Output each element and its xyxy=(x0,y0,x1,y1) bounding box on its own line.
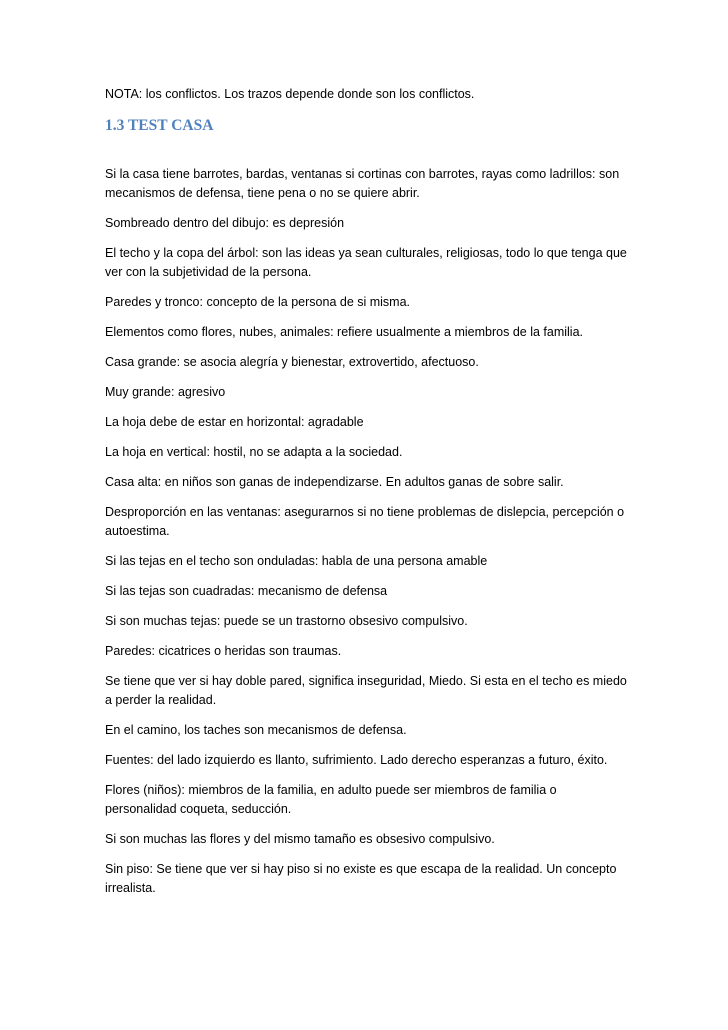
paragraph-doble-pared: Se tiene que ver si hay doble pared, significa inseguridad, Miedo. Si esta en el techo es miedo a perder la realidad. xyxy=(105,674,627,707)
paragraph-hoja-horizontal: La hoja debe de estar en horizontal: agradable xyxy=(105,415,364,429)
paragraph-elementos: Elementos como flores, nubes, animales: refiere usualmente a miembros de la familia. xyxy=(105,325,583,339)
paragraph-sombreado: Sombreado dentro del dibujo: es depresión xyxy=(105,216,345,230)
paragraph-casa-grande: Casa grande: se asocia alegría y bienestar, extrovertido, afectuoso. xyxy=(105,355,479,369)
note-text: NOTA: los conflictos. Los trazos depende donde son los conflictos. xyxy=(105,87,475,101)
paragraph-camino: En el camino, los taches son mecanismos de defensa. xyxy=(105,723,407,737)
paragraph-paredes-tronco: Paredes y tronco: concepto de la persona de si misma. xyxy=(105,295,411,309)
document-body xyxy=(105,85,630,909)
paragraph-casa-alta: Casa alta: en niños son ganas de independizarse. En adultos ganas de sobre salir. xyxy=(105,475,564,489)
paragraph-muchas-tejas: Si son muchas tejas: puede se un trastorno obsesivo compulsivo. xyxy=(105,614,468,628)
paragraph-muy-grande: Muy grande: agresivo xyxy=(105,385,226,399)
paragraph-barrotes: Si la casa tiene barrotes, bardas, ventanas si cortinas con barrotes, rayas como ladrillos: son mecanismos de defensa, tiene pena o no se quiere abrir. xyxy=(105,167,620,200)
paragraph-hoja-vertical: La hoja en vertical: hostil, no se adapta a la sociedad. xyxy=(105,445,403,459)
paragraph-desproporcion: Desproporción en las ventanas: asegurarnos si no tiene problemas de dislepcia, percepción o autoestima. xyxy=(105,505,625,538)
paragraph-tejas-onduladas: Si las tejas en el techo son onduladas: habla de una persona amable xyxy=(105,554,488,568)
paragraph-flores: Flores (niños): miembros de la familia, en adulto puede ser miembros de familia o personalidad coqueta, seducción. xyxy=(105,783,557,816)
paragraph-paredes-cicatrices: Paredes: cicatrices o heridas son traumas. xyxy=(105,644,342,658)
paragraph-muchas-flores: Si son muchas las flores y del mismo tamaño es obsesivo compulsivo. xyxy=(105,832,495,846)
paragraph-techo-copa: El techo y la copa del árbol: son las ideas ya sean culturales, religiosas, todo lo que tenga que ver con la subjetividad de la persona. xyxy=(105,246,627,279)
paragraph-sin-piso: Sin piso: Se tiene que ver si hay piso si no existe es que escapa de la realidad. Un concepto irrealista. xyxy=(105,862,617,895)
section-heading: 1.3 TEST CASA xyxy=(105,117,214,134)
paragraph-tejas-cuadradas: Si las tejas son cuadradas: mecanismo de defensa xyxy=(105,584,388,598)
paragraph-fuentes: Fuentes: del lado izquierdo es llanto, sufrimiento. Lado derecho esperanzas a futuro, éxito. xyxy=(105,753,608,767)
